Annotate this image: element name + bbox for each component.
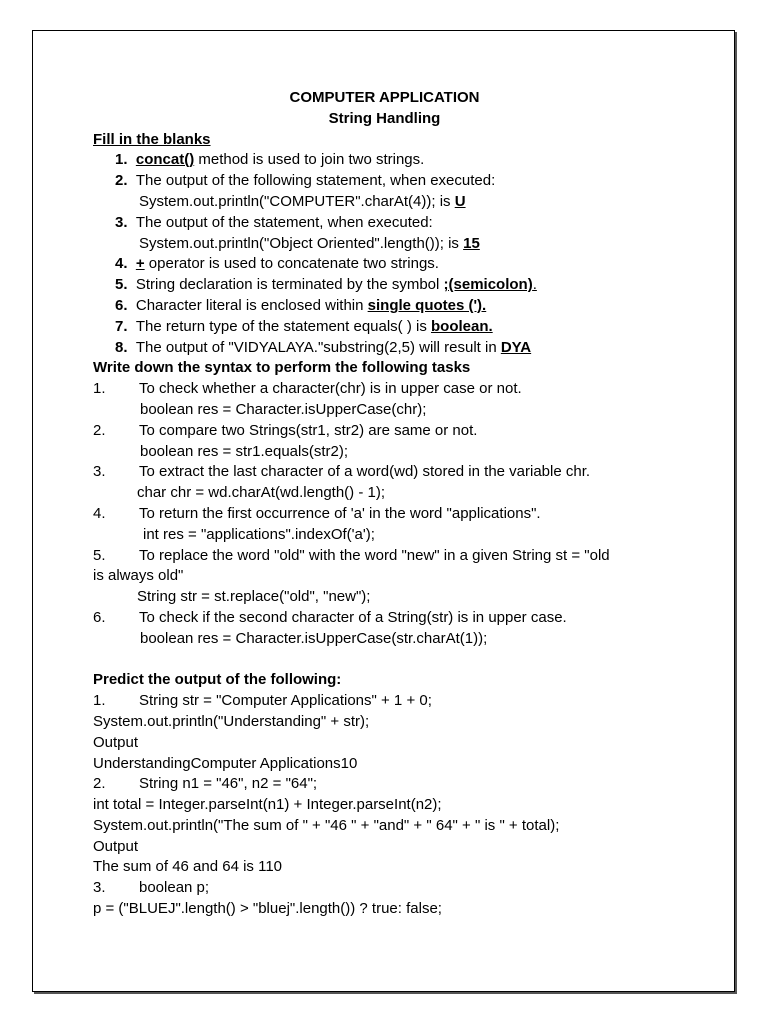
syntax-code: boolean res = str1.equals(str2); [140, 442, 349, 460]
item-number: 4. [93, 504, 106, 522]
item-text: The return type of the statement equals( ) is [135, 317, 432, 335]
item-text: To compare two Strings(str1, str2) are same or not. [139, 421, 478, 439]
item-text: method is used to join two strings. [194, 151, 425, 169]
page-subtitle: String Handling [328, 109, 441, 127]
answer: single quotes ('). [367, 296, 487, 314]
output-label: Output [93, 837, 139, 855]
answer: boolean. [431, 317, 493, 335]
document-content [93, 88, 703, 920]
answer: U [454, 192, 466, 210]
item-text: To check whether a character(chr) is in upper case or not. [139, 380, 522, 398]
fill-item [93, 213, 703, 234]
item-number: 6. [93, 608, 106, 626]
fill-heading: Fill in the blanks [93, 130, 211, 148]
syntax-item [93, 421, 703, 442]
item-number: 1. [115, 151, 128, 169]
item-text: The output of "VIDYALAYA."substring(2,5) will result in [135, 338, 501, 356]
code-line: String str = "Computer Applications" + 1 + 0; [139, 692, 432, 710]
fill-item-cont [93, 192, 703, 213]
answer: DYA [500, 338, 532, 356]
fill-item [93, 171, 703, 192]
syntax-heading: Write down the syntax to perform the following tasks [93, 359, 471, 377]
fill-item [93, 338, 703, 359]
item-number: 3. [93, 879, 106, 897]
fill-item [93, 150, 703, 171]
fill-item-cont [93, 234, 703, 255]
item-number: 3. [93, 463, 106, 481]
item-text: To check if the second character of a String(str) is in upper case. [139, 608, 567, 626]
item-number: 2. [93, 421, 106, 439]
item-text: The output of the following statement, when executed: [135, 172, 496, 190]
fill-item [93, 254, 703, 275]
syntax-item [93, 546, 703, 567]
syntax-code: char chr = wd.charAt(wd.length() - 1); [137, 484, 386, 502]
item-number: 1. [93, 692, 106, 710]
item-text: To return the first occurrence of 'a' in the word "applications". [139, 504, 541, 522]
fill-item [93, 317, 703, 338]
syntax-item [93, 462, 703, 483]
answer: + [135, 255, 145, 273]
item-text: String declaration is terminated by the symbol [135, 276, 444, 294]
item-text: . [532, 276, 537, 294]
predict-item [93, 878, 703, 899]
spacer [93, 650, 703, 671]
syntax-item [93, 608, 703, 629]
predict-heading: Predict the output of the following: [93, 671, 342, 689]
code-line: boolean p; [139, 879, 210, 897]
fill-item [93, 296, 703, 317]
predict-item [93, 691, 703, 712]
output-label: Output [93, 733, 139, 751]
page-title: COMPUTER APPLICATION [289, 89, 480, 106]
fill-item [93, 275, 703, 296]
code-line: int total = Integer.parseInt(n1) + Integer.parseInt(n2); [93, 796, 442, 814]
code-line: System.out.println("The sum of " + "46 " + "and" + " 64" + " is " + total); [93, 816, 560, 834]
item-number: 2. [93, 775, 106, 793]
code-line: System.out.println("Understanding" + str); [93, 712, 370, 730]
syntax-code: String str = st.replace("old", "new"); [137, 588, 371, 606]
answer: 15 [463, 234, 480, 252]
item-number: 2. [115, 172, 128, 190]
item-text: System.out.println("Object Oriented".length()); is [139, 234, 464, 252]
item-number: 8. [115, 338, 128, 356]
code-line: String n1 = "46", n2 = "64"; [139, 775, 318, 793]
item-number: 5. [115, 276, 128, 294]
item-number: 5. [93, 546, 106, 564]
answer: ;(semicolon) [443, 276, 533, 294]
syntax-code: boolean res = Character.isUpperCase(chr); [140, 400, 427, 418]
syntax-item [93, 504, 703, 525]
syntax-code: boolean res = Character.isUpperCase(str.charAt(1)); [140, 629, 488, 647]
syntax-item-wrap: is always old" [93, 567, 184, 585]
output-value: UnderstandingComputer Applications10 [93, 754, 358, 772]
item-number: 1. [93, 380, 106, 398]
item-text: To replace the word "old" with the word "new" in a given String st = "old [139, 546, 610, 564]
syntax-code: int res = "applications".indexOf('a'); [143, 525, 375, 543]
syntax-item [93, 379, 703, 400]
item-text: operator is used to concatenate two strings. [144, 255, 439, 273]
item-number: 3. [115, 213, 128, 231]
item-text: The output of the statement, when executed: [135, 213, 433, 231]
item-number: 7. [115, 317, 128, 335]
answer: concat() [135, 151, 195, 169]
predict-item [93, 774, 703, 795]
output-value: The sum of 46 and 64 is 110 [93, 858, 283, 876]
item-text: Character literal is enclosed within [135, 296, 368, 314]
item-text: To extract the last character of a word(wd) stored in the variable chr. [139, 463, 591, 481]
code-line: p = ("BLUEJ".length() > "bluej".length()) ? true: false; [93, 900, 442, 918]
item-number: 4. [115, 255, 128, 273]
item-text: System.out.println("COMPUTER".charAt(4)); is [139, 192, 455, 210]
item-number: 6. [115, 296, 128, 314]
